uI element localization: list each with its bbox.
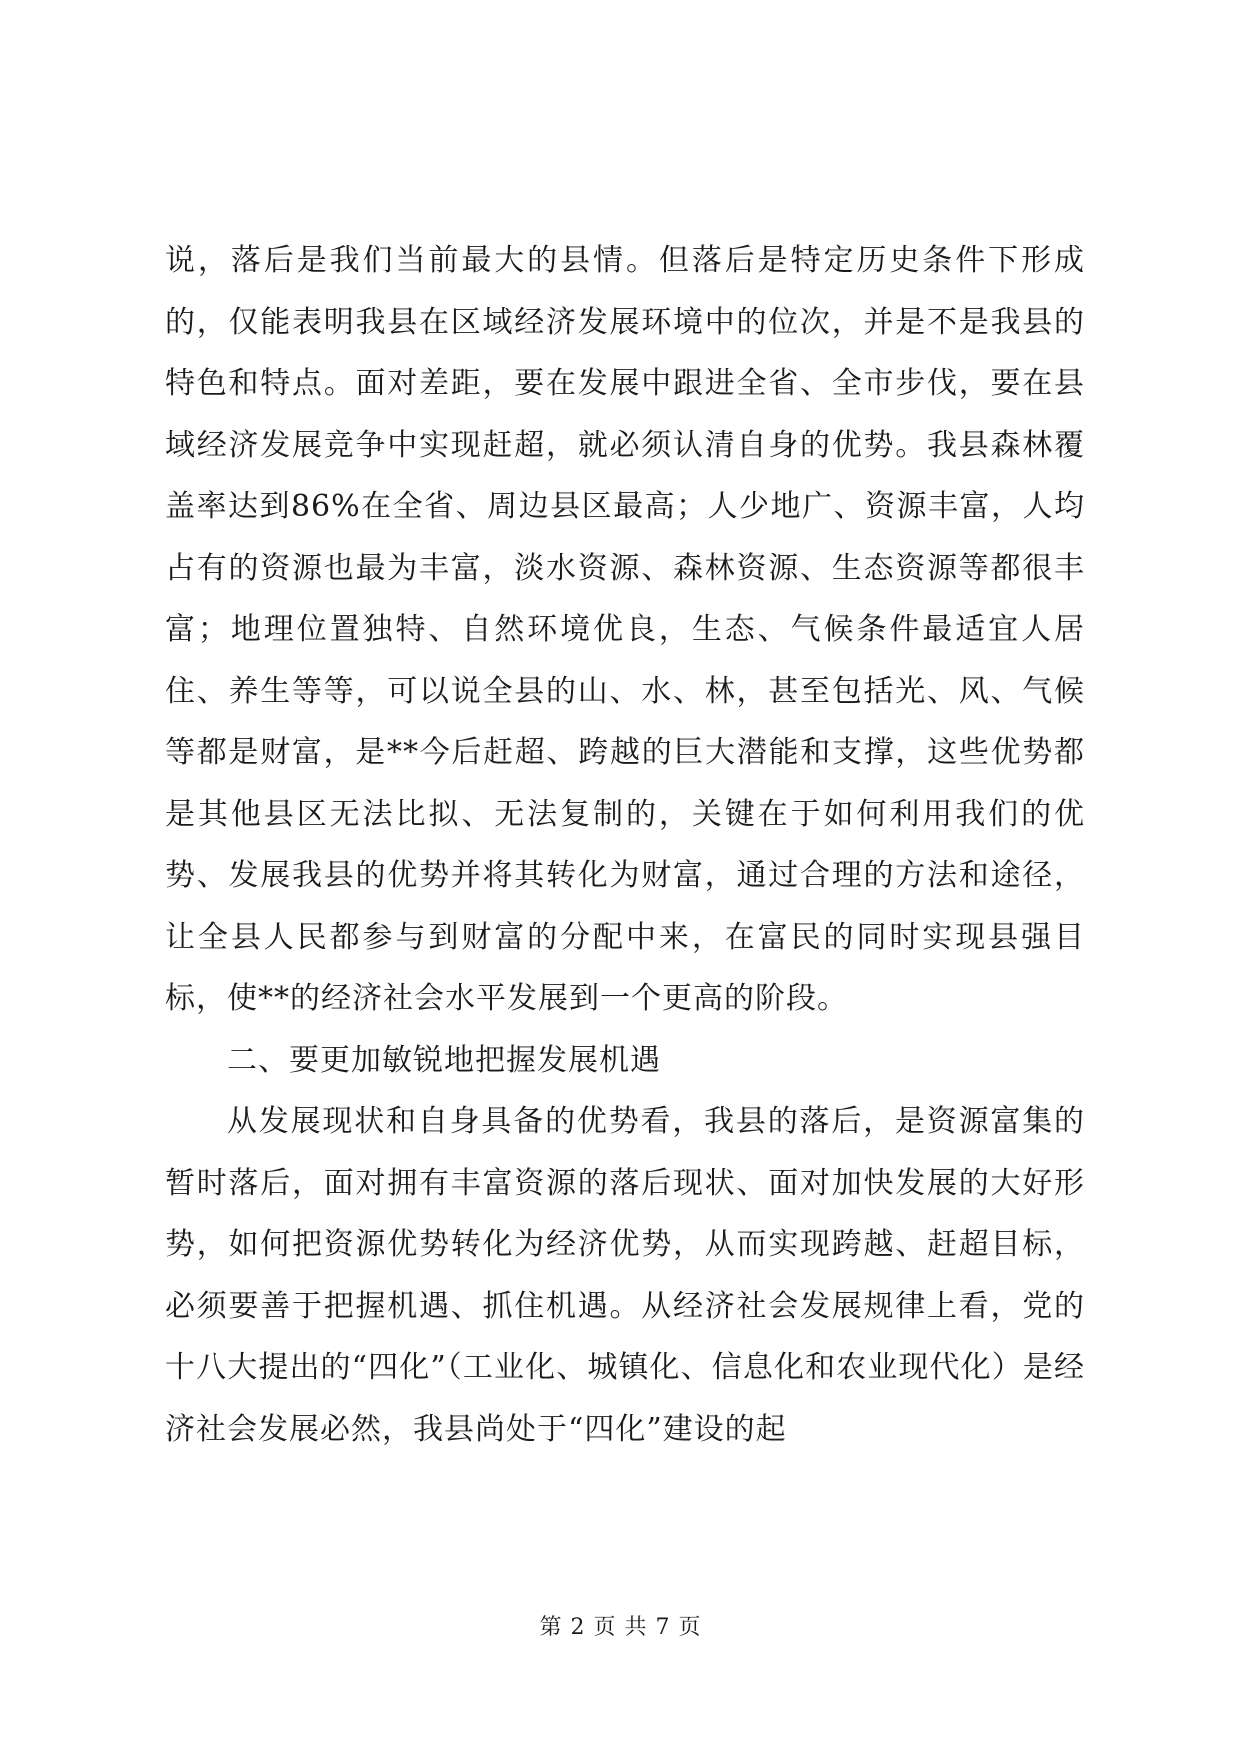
- body-paragraph: 从发展现状和自身具备的优势看，我县的落后，是资源富集的暂时落后，面对拥有丰富资源的落后现状、面对加快发展的大好形势，如何把资源优势转化为经济优势，从而实现跨越、赶超目标，必须要善于把握机遇、抓住机遇。从经济社会发展规律上看，党的十八大提出的“四化”（工业化、城镇化、信息化和农业现代化）是经济社会发展必然，我县尚处于“四化”建设的起: [165, 1104, 1085, 1447]
- page-number-footer: 第 2 页 共 7 页: [539, 1615, 702, 1640]
- section-heading: 二、要更加敏锐地把握发展机遇: [227, 1042, 661, 1078]
- document-body: [165, 230, 1085, 1460]
- continuation-paragraph: 说，落后是我们当前最大的县情。但落后是特定历史条件下形成的，仅能表明我县在区域经济发展环境中的位次，并是不是我县的特色和特点。面对差距，要在发展中跟进全省、全市步伐，要在县域经济发展竞争中实现赶超，就必须认清自身的优势。我县森林覆盖率达到86%在全省、周边县区最高；人少地广、资源丰富，人均占有的资源也最为丰富，淡水资源、森林资源、生态资源等都很丰富；地理位置独特、自然环境优良，生态、气候条件最适宜人居住、养生等等，可以说全县的山、水、林，甚至包括光、风、气候等都是财富，是**今后赶超、跨越的巨大潜能和支撑，这些优势都是其他县区无法比拟、无法复制的，关键在于如何利用我们的优势、发展我县的优势并将其转化为财富，通过合理的方法和途径，让全县人民都参与到财富的分配中来，在富民的同时实现县强目标，使**的经济社会水平发展到一个更高的阶段。: [165, 243, 1085, 1016]
